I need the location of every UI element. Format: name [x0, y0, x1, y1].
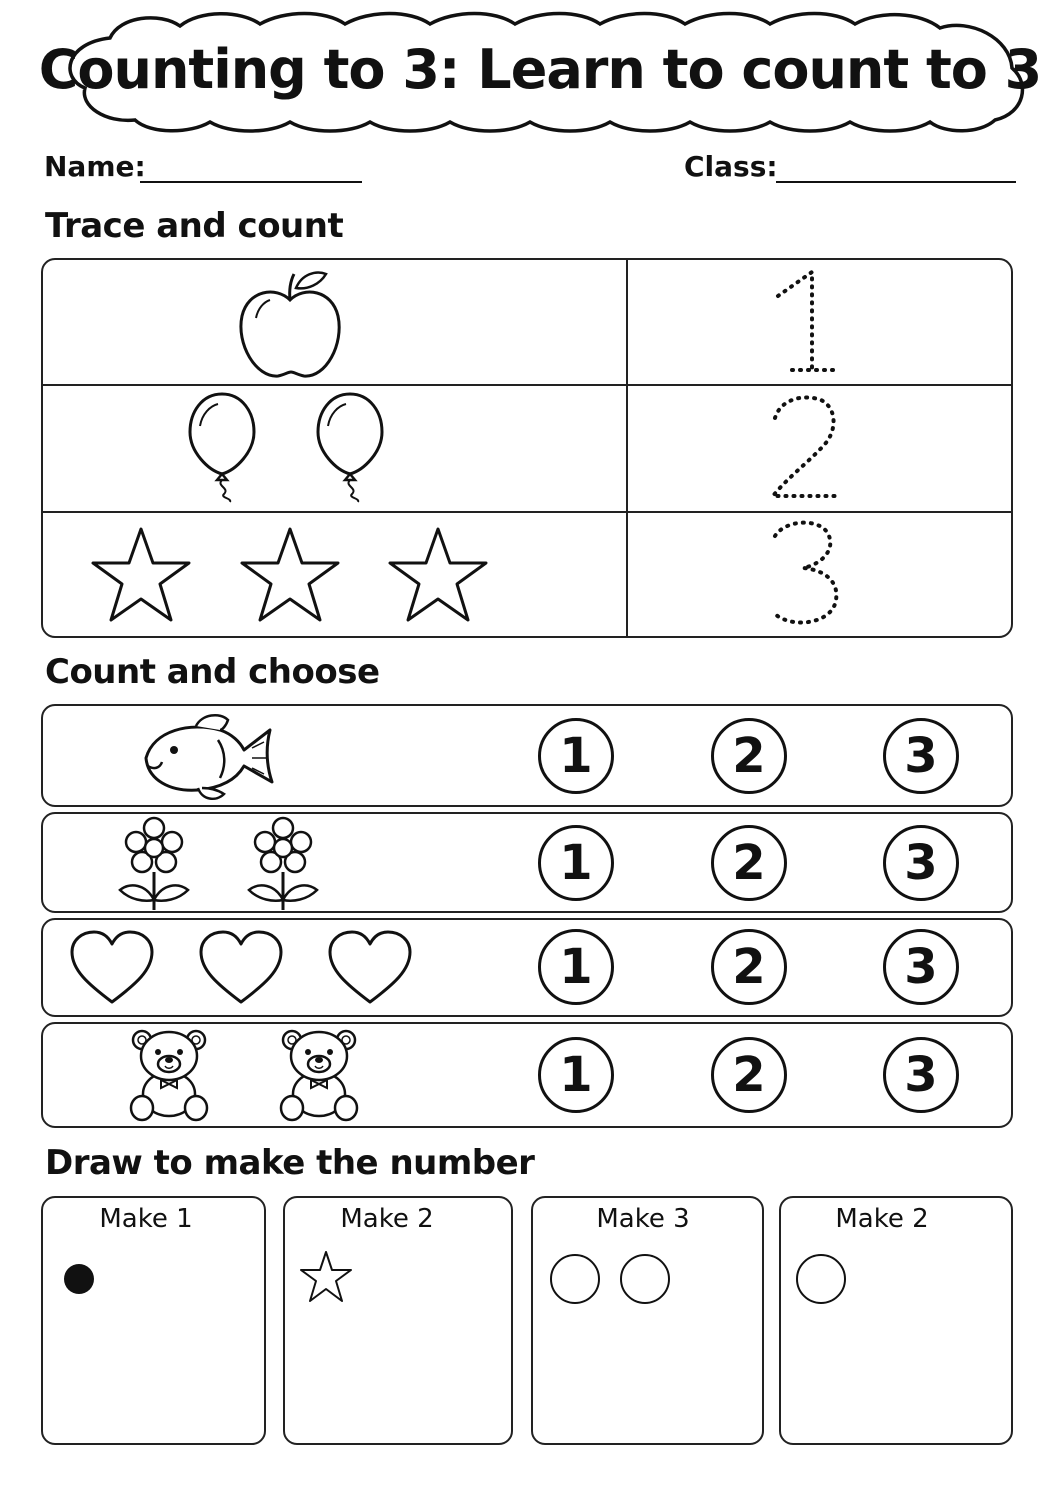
- balloon-icon: [186, 390, 261, 505]
- trace-row-divider: [42, 511, 1012, 513]
- name-field[interactable]: [140, 181, 362, 183]
- circle-icon: [796, 1254, 846, 1304]
- circle-icon: [550, 1254, 600, 1304]
- trace-section-heading: Trace and count: [45, 206, 344, 246]
- balloon-icon: [314, 390, 389, 505]
- class-label: Class:: [684, 150, 778, 183]
- flower-icon: [116, 818, 192, 912]
- trace-number-2[interactable]: [765, 392, 845, 504]
- choice-circle-2[interactable]: 2: [711, 825, 787, 901]
- choice-circle-3[interactable]: 3: [883, 825, 959, 901]
- draw-box-label: Make 3: [596, 1204, 690, 1234]
- star-icon: [387, 526, 489, 624]
- choice-circle-1[interactable]: 1: [538, 929, 614, 1005]
- heart-icon: [197, 930, 285, 1006]
- choice-circle-3[interactable]: 3: [883, 929, 959, 1005]
- heart-icon: [68, 930, 156, 1006]
- trace-number-1[interactable]: [770, 266, 840, 378]
- choice-circle-2[interactable]: 2: [711, 718, 787, 794]
- filled-dot-icon: [64, 1264, 94, 1294]
- teddy-bear-icon: [278, 1028, 360, 1122]
- choice-circle-1[interactable]: 1: [538, 1037, 614, 1113]
- star-icon: [298, 1250, 354, 1304]
- teddy-bear-icon: [128, 1028, 210, 1122]
- flower-icon: [245, 818, 321, 912]
- apple-icon: [236, 268, 346, 383]
- choice-circle-3[interactable]: 3: [883, 1037, 959, 1113]
- star-icon: [239, 526, 341, 624]
- choose-row: [41, 918, 1013, 1017]
- draw-box-label: Make 1: [99, 1204, 193, 1234]
- heart-icon: [326, 930, 414, 1006]
- name-label: Name:: [44, 150, 146, 183]
- trace-number-3[interactable]: [765, 518, 845, 630]
- choice-circle-2[interactable]: 2: [711, 1037, 787, 1113]
- choice-circle-2[interactable]: 2: [711, 929, 787, 1005]
- draw-box-label: Make 2: [340, 1204, 434, 1234]
- circle-icon: [620, 1254, 670, 1304]
- trace-row-divider: [42, 384, 1012, 386]
- choice-circle-1[interactable]: 1: [538, 718, 614, 794]
- choose-section-heading: Count and choose: [45, 652, 380, 692]
- page-title: Counting to 3: Learn to count to 3: [38, 38, 1042, 101]
- draw-box-label: Make 2: [835, 1204, 929, 1234]
- choice-circle-3[interactable]: 3: [883, 718, 959, 794]
- class-field[interactable]: [776, 181, 1016, 183]
- draw-section-heading: Draw to make the number: [45, 1143, 535, 1183]
- fish-icon: [140, 710, 278, 802]
- trace-table-divider: [626, 259, 628, 637]
- star-icon: [90, 526, 192, 624]
- choice-circle-1[interactable]: 1: [538, 825, 614, 901]
